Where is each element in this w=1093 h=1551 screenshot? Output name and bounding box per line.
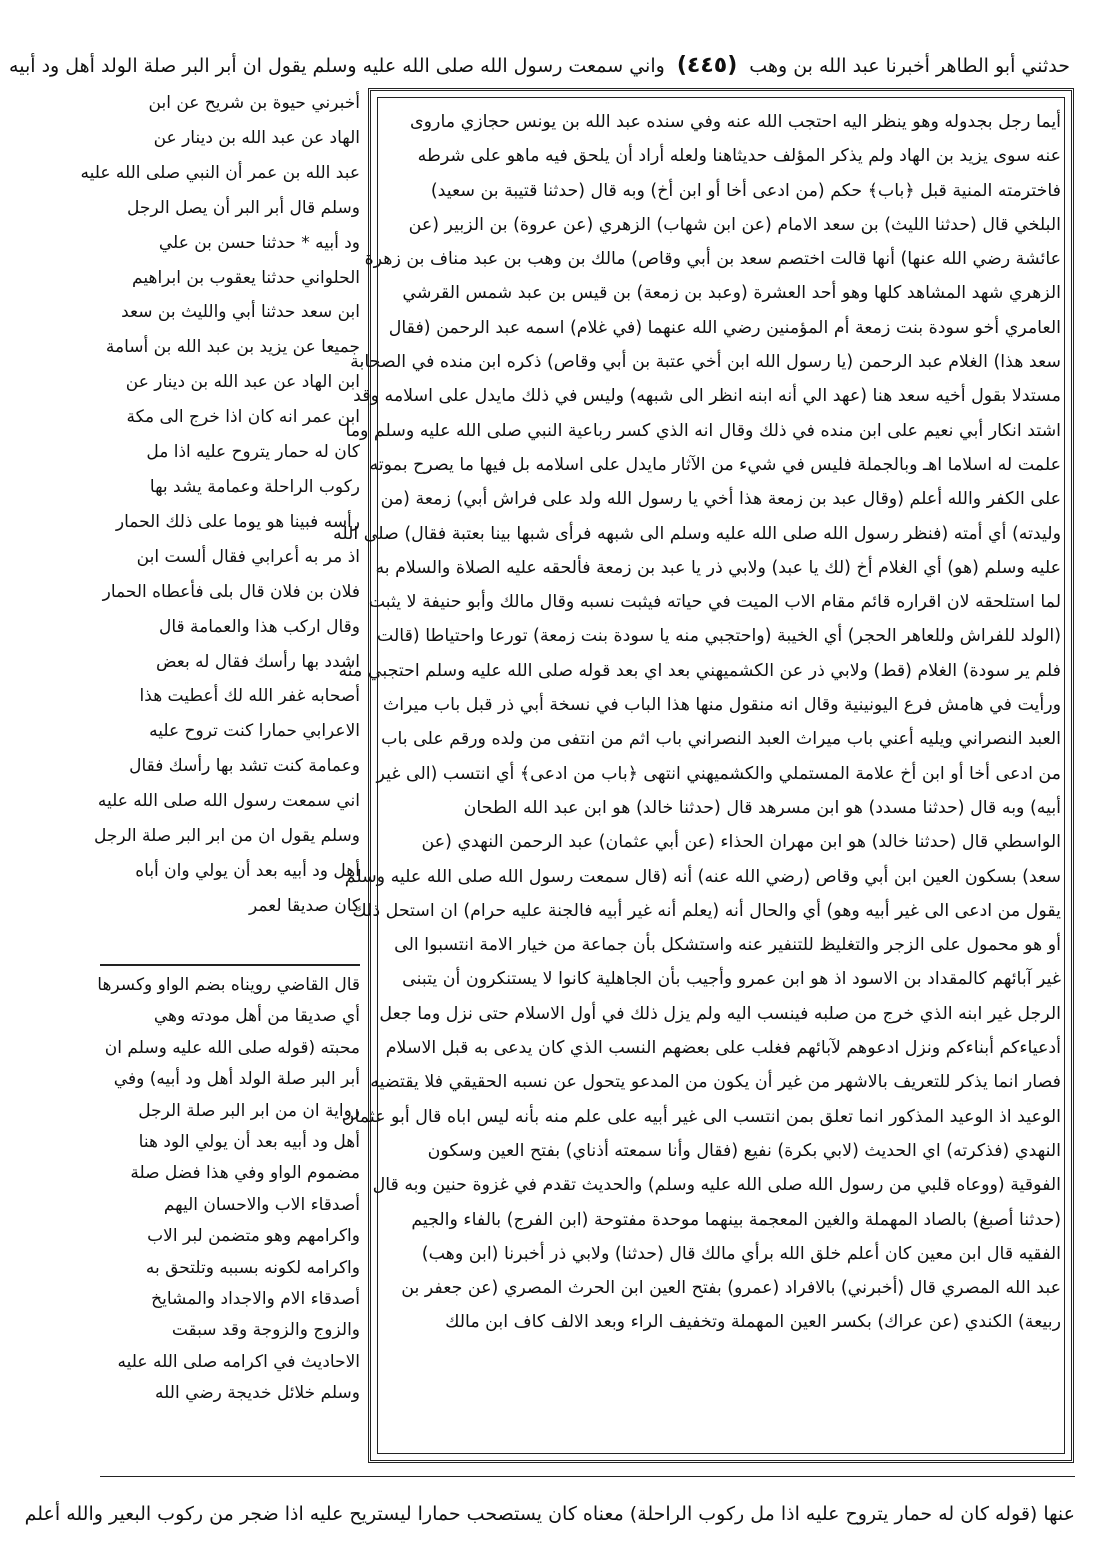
commentary-line: الرجل غير ابنه الذي خرج من صلبه فينسب اليه ولم يزل ذلك في أول الاسلام حتى نزل وما جعل: [379, 1003, 1061, 1024]
main-commentary-text: [333, 105, 1061, 1450]
margin-commentary-line: أي صديقا من أهل مودته وهي: [153, 1006, 360, 1027]
margin-line: ابن عمر انه كان اذا خرج الى مكة: [126, 407, 360, 428]
margin-line: ابن الهاد عن عبد الله بن دينار عن: [125, 372, 360, 393]
header-text-left: واني سمعت رسول الله صلى الله عليه وسلم يقول ان أبر البر صلة الولد أهل ود أبيه: [9, 55, 665, 77]
margin-line: ركوب الراحلة وعمامة يشد بها: [149, 476, 360, 497]
left-margin-commentary: [18, 970, 360, 1460]
margin-line: الهاد عن عبد الله بن دينار عن: [153, 127, 360, 148]
commentary-line: أبيه) وبه قال (حدثنا مسدد) هو ابن مسرهد قال (حدثنا خالد) هو ابن عبد الله الطحان: [463, 797, 1061, 818]
margin-line: الاعرابي حمارا كنت تروح عليه: [149, 721, 360, 742]
commentary-line: على الكفر والله أعلم (وقال عبد بن زمعة هذا أخي يا رسول الله ولد على فراش أبي) زمعة (من: [380, 489, 1061, 510]
page-footer: [24, 1494, 1075, 1534]
commentary-line: عبد الله المصري قال (أخبرني) بالافراد (عمرو) بفتح العين ابن الحرث المصري (عن جعفر بن: [401, 1278, 1061, 1299]
commentary-line: الوعيد اذ الوعيد المذكور انما تعلق بمن انتسب الى غير أبيه على علم منه بأنه ليس اباه قال أبو عثمان: [341, 1106, 1061, 1127]
commentary-line: غير آبائهم كالمقداد بن الاسود اذ هو ابن عمرو وأجيب بأن الجاهلية كانوا لا يستنكرون أن يتبنى: [402, 969, 1061, 990]
commentary-line: الزهري شهد المشاهد كلها وهو أحد العشرة (وعبد بن زمعة) بن قيس بن عبد شمس القرشي: [402, 283, 1061, 304]
commentary-line: (الولد للفراش وللعاهر الحجر) أي الخيبة (واحتجبي منه يا سودة بنت زمعة) تورعا واحتياطا (قالت: [376, 626, 1061, 647]
margin-divider: [100, 964, 360, 966]
margin-line: اشدد بها رأسك فقال له بعض: [155, 651, 360, 672]
commentary-line: ربيعة) الكندي (عن عراك) بكسر العين المهملة وتخفيف الراء وبعد الالف كاف ابن مالك: [445, 1312, 1061, 1333]
commentary-line: عليه وسلم (هو) أي الغلام أخ (لك يا عبد) ولابي ذر يا عبد بن زمعة فألحقه عليه الصلاة والسلام به: [375, 557, 1061, 578]
margin-commentary-line: محبته (قوله صلى الله عليه وسلم ان: [104, 1037, 360, 1058]
commentary-line: فصار انما يذكر للتعريف بالاشهر من غير أن يكون من المدعو يتحول عن نسبه الحقيقي فلا يقتضيه: [370, 1072, 1061, 1093]
margin-line: وسلم يقول ان من ابر البر صلة الرجل: [93, 826, 360, 847]
margin-line: رأسه فبينا هو يوما على ذلك الحمار: [115, 511, 360, 532]
commentary-line: علمت له اسلاما اهـ وبالجملة فليس في شيء من الآثار مايدل على اسلامه بل فيها ما يصرح بموته: [369, 454, 1061, 475]
commentary-line: مستدلا بقول أخيه سعد هنا (عهد الي أنه ابنه انظر الى شبهه) وليس في ذلك مايدل على اسلامه وقد: [353, 386, 1061, 407]
margin-line: اني سمعت رسول الله صلى الله عليه: [97, 791, 360, 812]
commentary-line: فلم ير سودة) الغلام (قط) ولابي ذر عن الكشميهني بعد اي بعد قوله صلى الله عليه وسلم احتجبي منه: [338, 660, 1061, 681]
commentary-line: من ادعى أخا أو ابن أخ علامة المستملي والكشميهني انتهى ﴿باب من ادعى﴾ أي انتسب (الى غير: [376, 763, 1061, 784]
margin-line: وقال اركب هذا والعمامة قال: [158, 616, 360, 637]
commentary-line: عنه سوى يزيد بن الهاد ولم يذكر المؤلف حديثاهنا ولعله أراد أن يلحق فيه ماهو على شرطه: [417, 146, 1061, 167]
commentary-line: فاخترمته المنية قبل ﴿باب﴾ حكم (من ادعى أخا أو ابن أخ) وبه قال (حدثنا قتيبة بن سعيد): [430, 180, 1061, 201]
main-commentary-box: [333, 88, 1074, 1463]
margin-line: كان له حمار يتروح عليه اذا مل: [146, 442, 360, 463]
margin-line: جميعا عن يزيد بن عبد الله بن أسامة: [105, 337, 360, 358]
header-text-right: حدثني أبو الطاهر أخبرنا عبد الله بن وهب: [749, 55, 1070, 77]
margin-commentary-line: وسلم خلائل خديجة رضي الله: [155, 1383, 360, 1404]
left-margin-hadith-text: [18, 86, 360, 962]
commentary-line: يقول من ادعى الى غير أبيه وهو) أي والحال أنه (يعلم أنه غير أبيه فالجنة عليه حرام) ان استحل ذلك: [352, 900, 1061, 921]
margin-commentary-line: مضموم الواو وفي هذا فضل صلة: [130, 1163, 360, 1184]
margin-line: عبد الله بن عمر أن النبي صلى الله عليه: [80, 162, 360, 183]
commentary-line: الفوقية (ووعاه قلبي من رسول الله صلى الله عليه وسلم) والحديث تقدم في غزوة حنين وبه قال: [372, 1175, 1061, 1196]
margin-commentary-line: قال القاضي رويناه بضم الواو وكسرها: [97, 975, 360, 995]
commentary-line: أدعياءكم أبناءكم ونزل ادعوهم لآبائهم فغلب على بعضهم النسب الذي كان يدعى به قبل الاسلام: [385, 1038, 1061, 1059]
margin-commentary-line: رواية ان من ابر البر صلة الرجل: [138, 1100, 360, 1121]
margin-line: أهل ود أبيه بعد أن يولي وان أباه: [135, 860, 360, 881]
margin-line: وسلم قال أبر البر أن يصل الرجل: [127, 197, 360, 218]
page-number: (٤٤٥): [676, 53, 738, 78]
margin-commentary-line: الاحاديث في اكرامه صلى الله عليه: [117, 1351, 360, 1372]
footer-text: عنها (قوله كان له حمار يتروح عليه اذا مل ركوب الراحلة) معناه كان يستصحب حمارا ليستريح عليه اذا ضجر من ركوب البعير والله أعلم: [24, 1503, 1075, 1525]
commentary-line: البلخي قال (حدثنا الليث) بن سعد الامام (عن ابن شهاب) الزهري (عن عروة) بن الزبير (عن: [408, 214, 1061, 235]
commentary-line: الواسطي قال (حدثنا خالد) هو ابن مهران الحذاء (عن أبي عثمان) عبد الرحمن النهدي (عن: [421, 832, 1061, 853]
commentary-line: لما استلحقه لان اقراره قائم مقام الاب الميت في حياته فيثبت نسبه وقال مالك وأبو حنيفة لا يثبت: [368, 592, 1061, 613]
commentary-line: سعد هذا) الغلام عبد الرحمن (يا رسول الله ابن أخي عتبة بن أبي وقاص) ذكره ابن منده في الصحابة: [350, 352, 1061, 373]
commentary-line: أيما رجل بجدوله وهو ينظر اليه احتجب الله عنه وفي سنده عبد الله بن يونس حجازي ماروى: [410, 112, 1061, 132]
margin-commentary-line: واكرامه لكونه بسببه وتلتحق به: [145, 1257, 360, 1278]
margin-line: كان صديقا لعمر: [248, 895, 360, 916]
margin-commentary-line: واكرامهم وهو متضمن لبر الاب: [147, 1226, 360, 1247]
commentary-line: ورأيت في هامش فرع اليونينية وقال انه منقول منها هذا الباب في نسخة أبي ذر قبل باب ميراث: [382, 695, 1061, 716]
margin-line: الحلواني حدثنا يعقوب بن ابراهيم: [132, 267, 360, 288]
footer-rule: [100, 1476, 1075, 1477]
commentary-line: (حدثنا أصبغ) بالصاد المهملة والغين المعجمة بينهما موحدة مفتوحة (ابن الفرج) بالفاء والجيم: [411, 1209, 1061, 1230]
commentary-line: أو هو محمول على الزجر والتغليظ للتنفير عنه واستشكل بأن جماعة من خيار الامة انتسبوا الى: [394, 935, 1061, 956]
commentary-line: الفقيه قال ابن معين كان أعلم خلق الله برأي مالك قال (حدثنا) ولابي ذر أخبرنا (ابن وهب): [421, 1243, 1061, 1264]
commentary-line: وليدته) أي أمته (فنظر رسول الله صلى الله عليه وسلم الى شبهه فرأى شبها بينا بعتبة فقال) صلى الله: [333, 523, 1061, 544]
margin-line: فلان بن فلان قال بلى فأعطاه الحمار: [102, 581, 360, 602]
commentary-line: العبد النصراني ويليه أعني باب ميراث العبد النصراني باب اثم من انتفى من ولده ورقم على باب: [381, 729, 1061, 750]
commentary-line: اشتد انكار أبي نعيم على ابن منده في ذلك وقال انه الذي كسر رباعية النبي صلى الله عليه وسلم وما: [345, 420, 1061, 441]
commentary-line: سعد) بسكون العين ابن أبي وقاص (رضي الله عنه) أنه (قال سمعت رسول الله صلى الله عليه وسلم: [344, 866, 1061, 887]
page-header: [9, 46, 1070, 86]
margin-commentary-line: أصدقاء الام والاجداد والمشايخ: [151, 1289, 360, 1310]
margin-commentary-line: أهل ود أبيه بعد أن يولي الود هنا: [138, 1132, 360, 1153]
margin-line: وعمامة كنت تشد بها رأسك فقال: [129, 756, 360, 777]
margin-line: ابن سعد حدثنا أبي والليث بن سعد: [121, 302, 360, 323]
commentary-line: النهدي (فذكرته) اي الحديث (لابي بكرة) نفيع (فقال وأنا سمعته أذناي) بفتح العين وسكون: [427, 1140, 1061, 1161]
margin-line: ود أبيه * حدثنا حسن بن علي: [158, 232, 360, 253]
margin-commentary-line: أبر البر صلة الولد أهل ود أبيه) وفي: [113, 1069, 360, 1090]
margin-line: اذ مر به أعرابي فقال ألست ابن: [136, 546, 360, 567]
margin-commentary-line: أصدقاء الاب والاحسان اليهم: [163, 1194, 360, 1215]
margin-line: أصحابه غفر الله لك أعطيت هذا: [139, 686, 360, 707]
commentary-line: عائشة رضي الله عنها) أنها قالت اختصم سعد بن أبي وقاص) مالك بن وهب بن عبد مناف بن زهرة: [364, 249, 1061, 270]
margin-line: أخبرني حيوة بن شريح عن ابن: [148, 93, 360, 113]
margin-commentary-line: والزوج والزوجة وقد سبقت: [171, 1320, 360, 1341]
commentary-line: العامري أخو سودة بنت زمعة أم المؤمنين رضي الله عنهما (في غلام) اسمه عبد الرحمن (فقال: [388, 317, 1061, 338]
